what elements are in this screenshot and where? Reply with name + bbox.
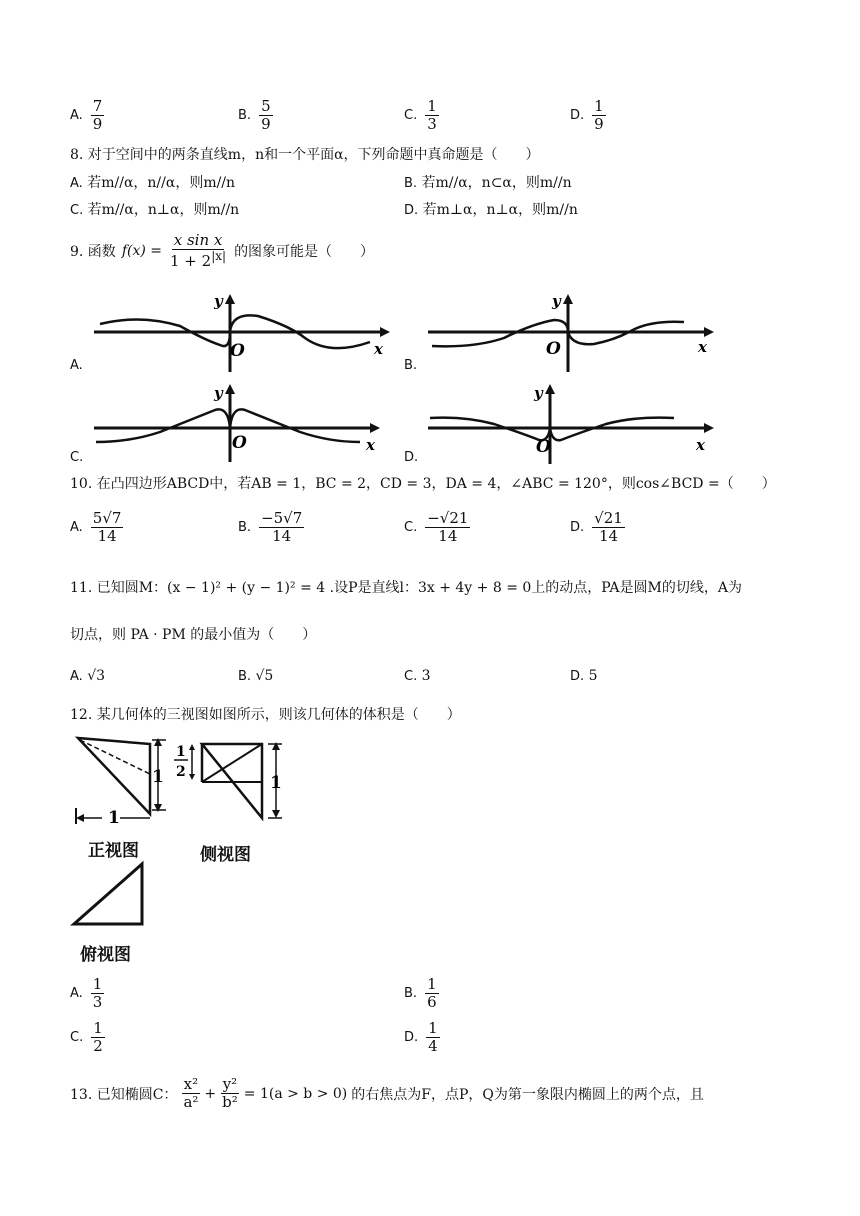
svg-text:O: O [536,437,551,457]
svg-text:y: y [214,384,223,402]
svg-text:2: 2 [176,764,186,780]
q8-option-d: D. 若m⊥α，n⊥α，则m//n [404,202,578,218]
q8-stem: 8. 对于空间中的两条直线m，n和一个平面α，下列命题中真命题是（ ） [70,147,540,163]
svg-text:O: O [232,433,247,453]
q8-option-a: A. 若m//α，n//α，则m//n [70,175,236,191]
q12-option-b: B. $\frac{1}{6}$ [404,975,437,1012]
q7-option-a-fraction: $\frac{7}{9}$ [92,97,103,134]
q11-option-d: D. 5 [570,668,598,684]
q11-option-c: C. 3 [404,668,431,684]
svg-text:y: y [214,292,223,310]
q12-side-view-label: 侧视图 [200,845,251,865]
q13-stem: 13. 已知椭圆C： $\frac{\text{x²}}{\text{a²}}$ + $\frac{\text{y²}}{\text{b²}}$ = 1(a > b > 0) 的右焦点为F，点P，Q为第一象限内椭圆上的两个点，且 [70,1075,704,1112]
q12-option-d: D. $\frac{1}{4}$ [404,1019,438,1056]
q8-option-b: B. 若m//α，n⊂α，则m//n [404,175,572,191]
q12-front-view [72,734,182,838]
svg-text:x: x [374,340,383,358]
q7-option-b: B. $\frac{5}{9}$ [238,97,271,134]
svg-text:y: y [534,384,543,402]
svg-text:O: O [230,341,245,361]
q10-stem: 10. 在凸四边形ABCD中，若AB = 1，BC = 2，CD = 3，DA = 4，∠ABC = 120°，则cos∠BCD =（ ） [70,476,776,492]
q7-option-d: D. $\frac{1}{9}$ [570,97,604,134]
svg-text:O: O [546,339,561,359]
svg-text:x: x [366,436,375,454]
q12-top-view-label: 俯视图 [80,945,131,965]
q11-option-a: A. √3 [70,668,106,684]
svg-text:1: 1 [152,767,164,787]
svg-text:1: 1 [270,773,282,793]
q7-option-a: A. $\frac{7}{9}$ [70,97,103,134]
svg-text:1: 1 [108,808,120,828]
q12-option-a: A. $\frac{1}{3}$ [70,975,103,1012]
svg-text:x: x [696,436,705,454]
svg-text:y: y [552,292,561,310]
q7-option-c: C. $\frac{1}{3}$ [404,97,437,134]
q10-option-c: C. $\frac{-√21}{14}$ [404,509,469,546]
q12-stem: 12. 某几何体的三视图如图所示，则该几何体的体积是（ ） [70,707,461,723]
q7-option-c-fraction: $\frac{1}{3}$ [427,97,437,134]
q9-stem: 9. 函数 f(x) = $\frac{\text{x sin x}}{1 + 2^{|x|}}$ 的图象可能是（ ） [70,231,375,271]
q12-top-view [70,860,150,934]
q7-option-b-fraction: $\frac{5}{9}$ [261,97,271,134]
q10-option-d: D. $\frac{√21}{14}$ [570,509,623,546]
q7-option-d-fraction: $\frac{1}{9}$ [594,97,604,134]
svg-text:x: x [698,338,707,356]
q12-front-view-label: 正视图 [88,841,139,861]
q12-side-view [172,738,292,832]
q9-function-fraction: $\frac{\text{x sin x}}{1 + 2^{|x|}}$ [170,231,227,271]
q10-option-a: A. $\frac{5√7}{14}$ [70,509,122,546]
svg-text:1: 1 [176,744,186,760]
q8-option-c: C. 若m//α，n⊥α，则m//n [70,202,240,218]
q11-option-b: B. √5 [238,668,274,684]
q11-line1: 11. 已知圆M：(x − 1)² + (y − 1)² = 4 .设P是直线l：3x + 4y + 8 = 0上的动点，PA是圆M的切线，A为 [70,580,742,596]
q10-option-b: B. $\frac{-5√7}{14}$ [238,509,303,546]
q12-option-c: C. $\frac{1}{2}$ [70,1019,103,1056]
q11-line2: 切点，则 PA · PM 的最小值为（ ） [70,627,317,643]
